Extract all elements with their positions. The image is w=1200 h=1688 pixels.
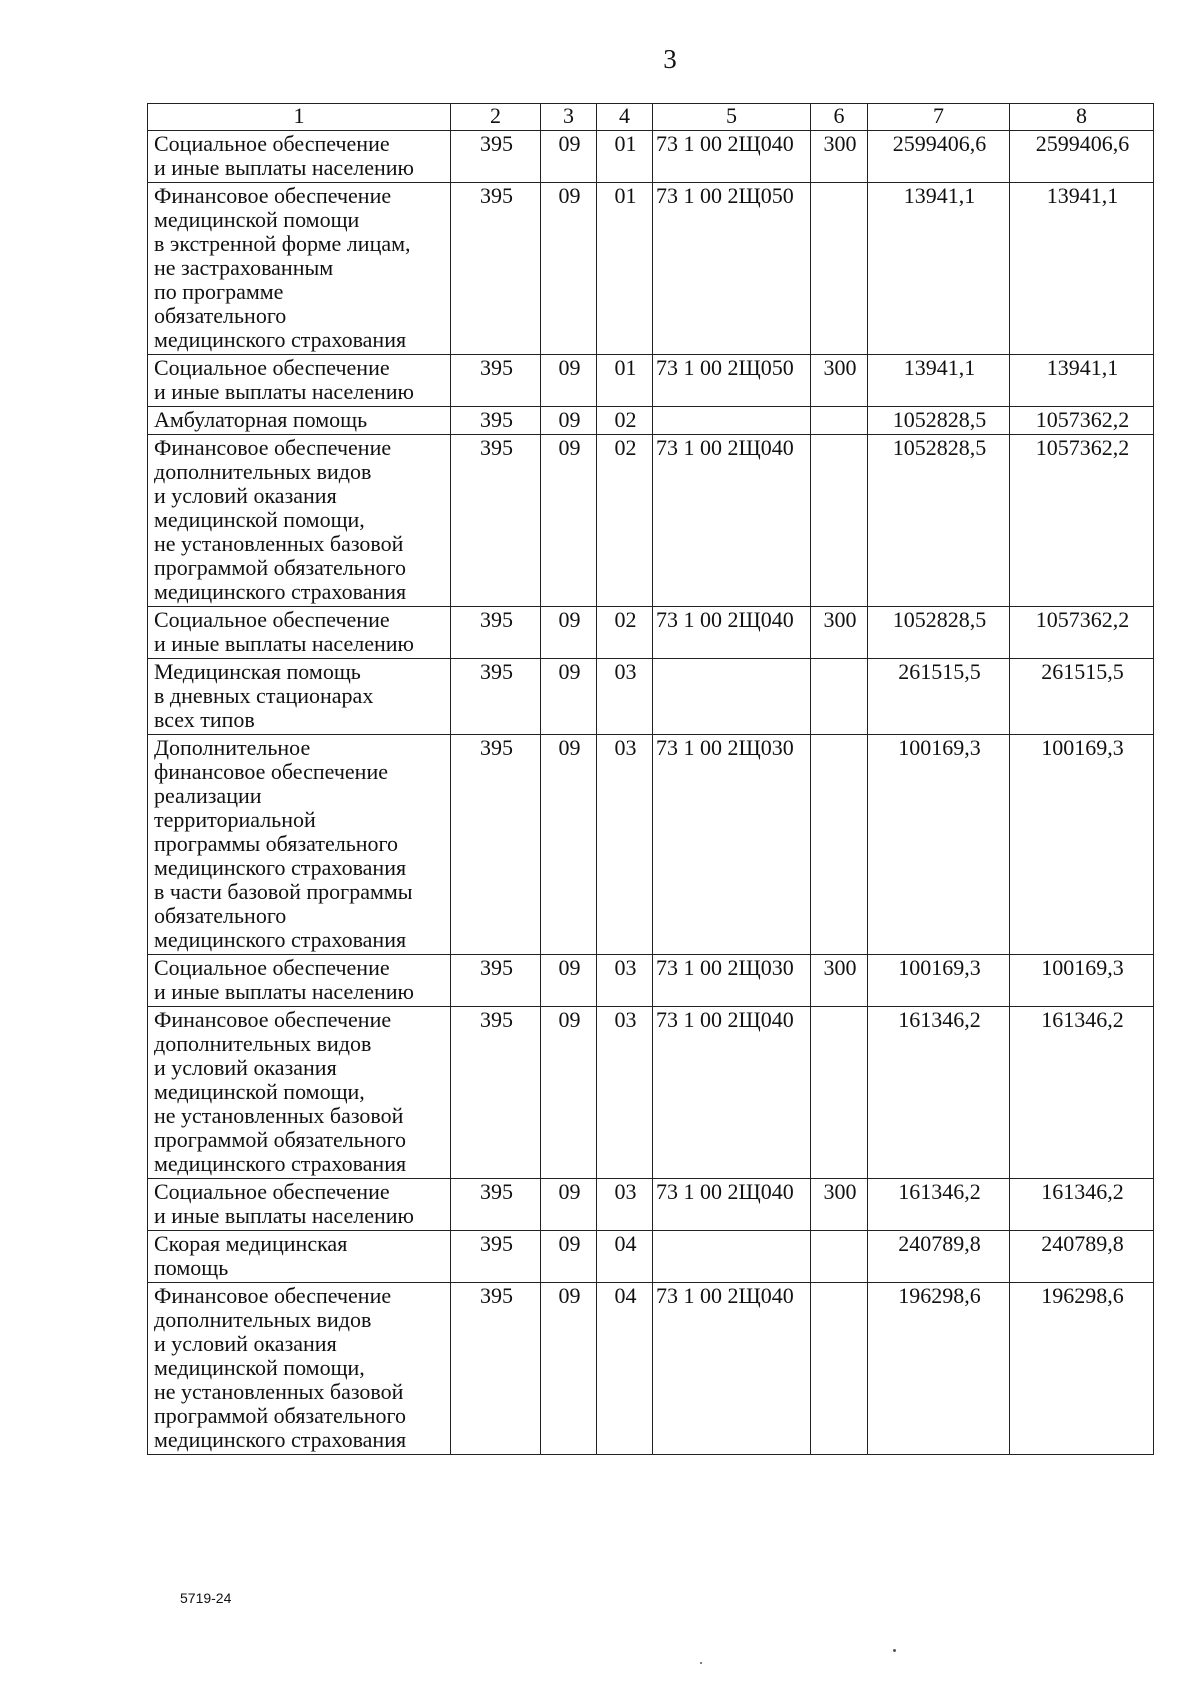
column-5-cell: 73 1 00 2Щ040 xyxy=(653,607,811,659)
column-7-cell: 13941,1 xyxy=(868,355,1010,407)
column-header: 8 xyxy=(1010,104,1154,131)
column-8-cell: 240789,8 xyxy=(1010,1231,1154,1283)
row-label: Социальное обеспечение и иные выплаты населению xyxy=(148,955,451,1007)
column-6-cell xyxy=(811,659,868,735)
row-label: Социальное обеспечение и иные выплаты населению xyxy=(148,607,451,659)
table-row xyxy=(148,607,1154,659)
row-label: Медицинская помощь в дневных стационарах всех типов xyxy=(148,659,451,735)
column-8-cell: 261515,5 xyxy=(1010,659,1154,735)
column-8-cell: 100169,3 xyxy=(1010,955,1154,1007)
scan-speck xyxy=(700,1662,702,1664)
table-row xyxy=(148,183,1154,355)
column-6-cell xyxy=(811,1283,868,1455)
column-7-cell: 1052828,5 xyxy=(868,407,1010,435)
column-4-cell: 04 xyxy=(597,1231,653,1283)
column-header: 2 xyxy=(451,104,541,131)
column-5-cell xyxy=(653,659,811,735)
column-2-cell: 395 xyxy=(451,183,541,355)
table-row xyxy=(148,435,1154,607)
column-5-cell xyxy=(653,407,811,435)
column-6-cell xyxy=(811,407,868,435)
table-row xyxy=(148,355,1154,407)
column-6-cell xyxy=(811,183,868,355)
scan-speck xyxy=(893,1649,896,1652)
column-8-cell: 161346,2 xyxy=(1010,1007,1154,1179)
table-row xyxy=(148,1007,1154,1179)
column-2-cell: 395 xyxy=(451,607,541,659)
column-2-cell: 395 xyxy=(451,435,541,607)
column-8-cell: 13941,1 xyxy=(1010,183,1154,355)
column-4-cell: 03 xyxy=(597,659,653,735)
column-3-cell: 09 xyxy=(541,355,597,407)
column-6-cell: 300 xyxy=(811,607,868,659)
column-4-cell: 01 xyxy=(597,131,653,183)
column-8-cell: 13941,1 xyxy=(1010,355,1154,407)
column-4-cell: 02 xyxy=(597,607,653,659)
column-5-cell: 73 1 00 2Щ030 xyxy=(653,735,811,955)
column-2-cell: 395 xyxy=(451,1231,541,1283)
column-6-cell xyxy=(811,1231,868,1283)
column-7-cell: 1052828,5 xyxy=(868,435,1010,607)
column-7-cell: 196298,6 xyxy=(868,1283,1010,1455)
column-4-cell: 02 xyxy=(597,435,653,607)
column-3-cell: 09 xyxy=(541,407,597,435)
table-row xyxy=(148,407,1154,435)
column-header: 1 xyxy=(148,104,451,131)
column-7-cell: 2599406,6 xyxy=(868,131,1010,183)
column-7-cell: 240789,8 xyxy=(868,1231,1010,1283)
column-6-cell xyxy=(811,1007,868,1179)
column-8-cell: 1057362,2 xyxy=(1010,407,1154,435)
column-4-cell: 04 xyxy=(597,1283,653,1455)
column-5-cell xyxy=(653,1231,811,1283)
column-3-cell: 09 xyxy=(541,435,597,607)
row-label: Дополнительное финансовое обеспечение реализации территориальной программы обязательного медицинского страхования в части базовой программы обязательного медицинского страхования xyxy=(148,735,451,955)
table-row xyxy=(148,735,1154,955)
column-7-cell: 161346,2 xyxy=(868,1007,1010,1179)
column-6-cell: 300 xyxy=(811,131,868,183)
column-3-cell: 09 xyxy=(541,607,597,659)
column-4-cell: 02 xyxy=(597,407,653,435)
row-label: Финансовое обеспечение медицинской помощи в экстренной форме лицам, не застрахованным по программе обязательного медицинского страхования xyxy=(148,183,451,355)
column-5-cell: 73 1 00 2Щ040 xyxy=(653,1179,811,1231)
column-5-cell: 73 1 00 2Щ050 xyxy=(653,183,811,355)
table-row xyxy=(148,1231,1154,1283)
document-code: 5719-24 xyxy=(180,1590,232,1606)
table-body xyxy=(148,104,1154,1455)
row-label: Социальное обеспечение и иные выплаты населению xyxy=(148,131,451,183)
column-header: 4 xyxy=(597,104,653,131)
column-header: 7 xyxy=(868,104,1010,131)
row-label: Финансовое обеспечение дополнительных видов и условий оказания медицинской помощи, не установленных базовой программой обязательного медицинского страхования xyxy=(148,435,451,607)
column-6-cell: 300 xyxy=(811,355,868,407)
column-4-cell: 03 xyxy=(597,955,653,1007)
column-7-cell: 100169,3 xyxy=(868,955,1010,1007)
column-3-cell: 09 xyxy=(541,1231,597,1283)
column-3-cell: 09 xyxy=(541,131,597,183)
column-8-cell: 1057362,2 xyxy=(1010,607,1154,659)
column-4-cell: 01 xyxy=(597,183,653,355)
column-5-cell: 73 1 00 2Щ030 xyxy=(653,955,811,1007)
row-label: Финансовое обеспечение дополнительных видов и условий оказания медицинской помощи, не установленных базовой программой обязательного медицинского страхования xyxy=(148,1007,451,1179)
row-label: Финансовое обеспечение дополнительных видов и условий оказания медицинской помощи, не установленных базовой программой обязательного медицинского страхования xyxy=(148,1283,451,1455)
column-5-cell: 73 1 00 2Щ040 xyxy=(653,435,811,607)
column-2-cell: 395 xyxy=(451,131,541,183)
column-2-cell: 395 xyxy=(451,735,541,955)
column-2-cell: 395 xyxy=(451,955,541,1007)
page-number: 3 xyxy=(663,44,677,74)
column-2-cell: 395 xyxy=(451,355,541,407)
column-8-cell: 2599406,6 xyxy=(1010,131,1154,183)
column-5-cell: 73 1 00 2Щ050 xyxy=(653,355,811,407)
table-row xyxy=(148,1283,1154,1455)
column-4-cell: 01 xyxy=(597,355,653,407)
column-7-cell: 161346,2 xyxy=(868,1179,1010,1231)
column-6-cell: 300 xyxy=(811,955,868,1007)
table-row xyxy=(148,1179,1154,1231)
column-header: 6 xyxy=(811,104,868,131)
row-label: Социальное обеспечение и иные выплаты населению xyxy=(148,1179,451,1231)
column-7-cell: 100169,3 xyxy=(868,735,1010,955)
column-2-cell: 395 xyxy=(451,407,541,435)
column-3-cell: 09 xyxy=(541,1007,597,1179)
column-3-cell: 09 xyxy=(541,1179,597,1231)
column-3-cell: 09 xyxy=(541,183,597,355)
row-label: Амбулаторная помощь xyxy=(148,407,451,435)
column-header: 5 xyxy=(653,104,811,131)
column-6-cell xyxy=(811,435,868,607)
column-6-cell: 300 xyxy=(811,1179,868,1231)
column-3-cell: 09 xyxy=(541,1283,597,1455)
column-2-cell: 395 xyxy=(451,1007,541,1179)
column-8-cell: 161346,2 xyxy=(1010,1179,1154,1231)
budget-table xyxy=(147,103,1154,1455)
column-6-cell xyxy=(811,735,868,955)
column-3-cell: 09 xyxy=(541,735,597,955)
table-row xyxy=(148,131,1154,183)
table-row xyxy=(148,955,1154,1007)
column-8-cell: 100169,3 xyxy=(1010,735,1154,955)
column-3-cell: 09 xyxy=(541,955,597,1007)
column-7-cell: 13941,1 xyxy=(868,183,1010,355)
row-label: Социальное обеспечение и иные выплаты населению xyxy=(148,355,451,407)
column-2-cell: 395 xyxy=(451,659,541,735)
column-7-cell: 1052828,5 xyxy=(868,607,1010,659)
column-2-cell: 395 xyxy=(451,1283,541,1455)
column-5-cell: 73 1 00 2Щ040 xyxy=(653,1007,811,1179)
table-row xyxy=(148,659,1154,735)
column-4-cell: 03 xyxy=(597,1179,653,1231)
column-2-cell: 395 xyxy=(451,1179,541,1231)
column-8-cell: 1057362,2 xyxy=(1010,435,1154,607)
column-7-cell: 261515,5 xyxy=(868,659,1010,735)
column-4-cell: 03 xyxy=(597,1007,653,1179)
column-header: 3 xyxy=(541,104,597,131)
header-row xyxy=(148,104,1154,131)
column-5-cell: 73 1 00 2Щ040 xyxy=(653,1283,811,1455)
column-3-cell: 09 xyxy=(541,659,597,735)
column-4-cell: 03 xyxy=(597,735,653,955)
column-8-cell: 196298,6 xyxy=(1010,1283,1154,1455)
row-label: Скорая медицинская помощь xyxy=(148,1231,451,1283)
column-5-cell: 73 1 00 2Щ040 xyxy=(653,131,811,183)
